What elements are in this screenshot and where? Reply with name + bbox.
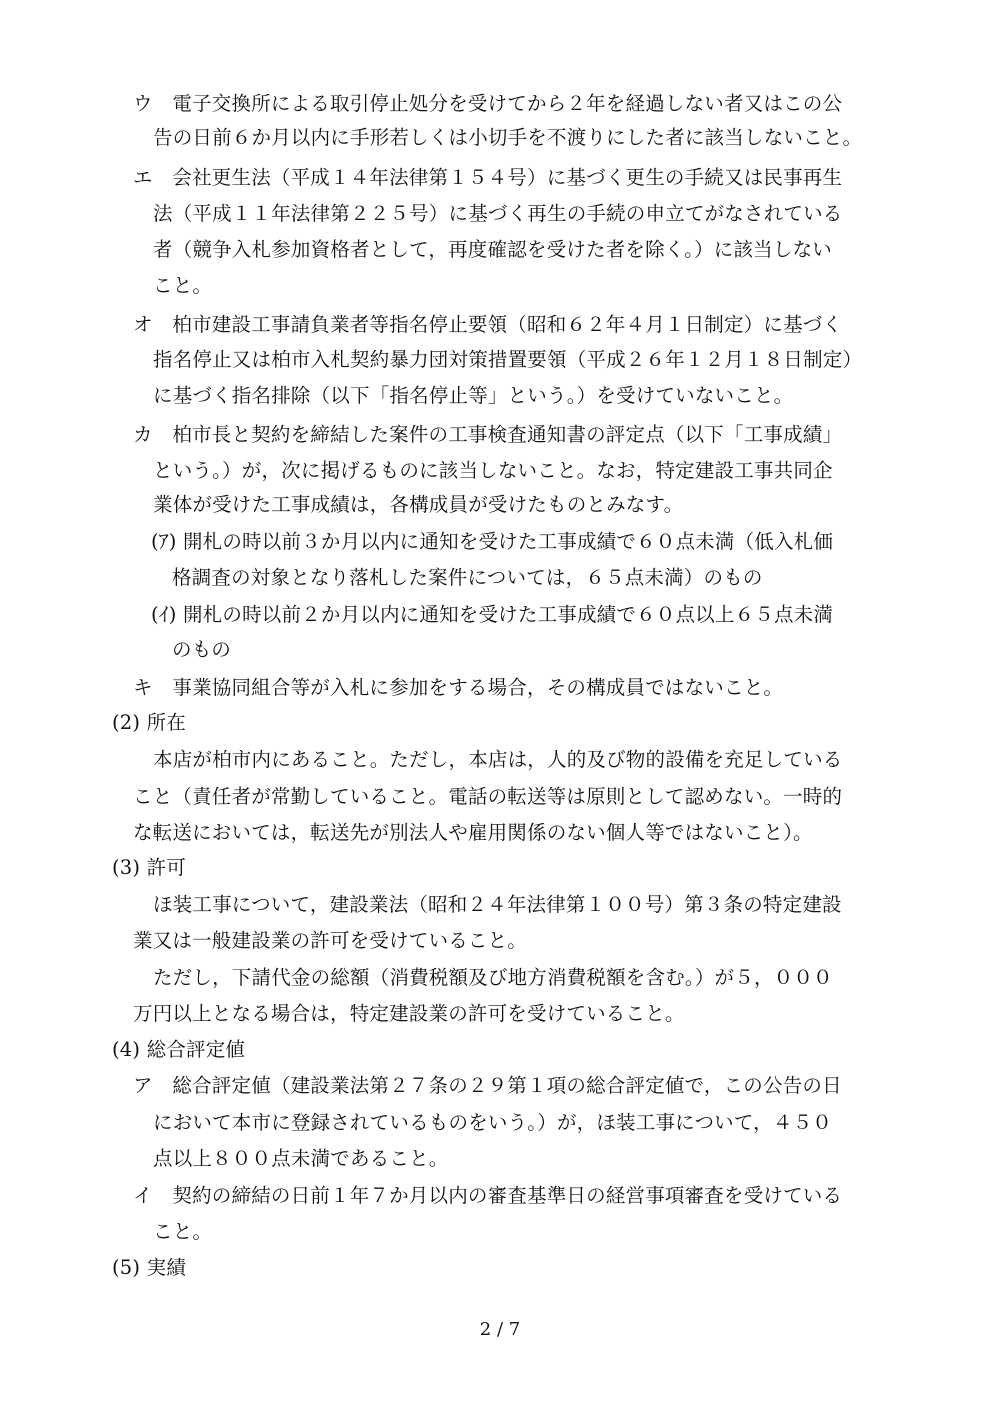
text-line: ただし，下請代金の総額（消費税額及び地方消費税額を含む。）が５，０００ <box>153 966 833 989</box>
section-heading: (2) 所在 <box>112 711 187 734</box>
text-line: 業又は一般建設業の許可を受けていること。 <box>133 929 528 952</box>
text-line: 指名停止又は柏市入札契約暴力団対策措置要領（平成２６年１２月１８日制定） <box>153 348 863 371</box>
text-line: ほ装工事について，建設業法（昭和２４年法律第１００号）第３条の特定建設 <box>153 893 842 916</box>
text-line: 万円以上となる場合は，特定建設業の許可を受けていること。 <box>133 1002 685 1025</box>
text-line: において本市に登録されているものをいう。）が，ほ装工事について，４５０ <box>153 1111 832 1134</box>
text-line: のもの <box>172 638 232 661</box>
text-line: 本店が柏市内にあること。ただし，本店は，人的及び物的設備を充足している <box>153 748 843 771</box>
text-line: (ｲ) 開札の時以前２か月以内に通知を受けた工事成績で６０点以上６５点未満 <box>151 603 834 626</box>
text-line: 法（平成１１年法律第２２５号）に基づく再生の手続の申立てがなされている <box>153 202 843 225</box>
text-line: 業体が受けた工事成績は，各構成員が受けたものとみなす。 <box>153 493 684 516</box>
text-line: (ｱ) 開札の時以前３か月以内に通知を受けた工事成績で６０点未満（低入札価 <box>151 530 834 553</box>
text-line: ア 総合評定値（建設業法第２７条の２９第１項の総合評定値で，この公告の日 <box>133 1074 842 1097</box>
text-line: 点以上８００点未満であること。 <box>153 1147 449 1170</box>
text-line: こと（責任者が常勤していること。電話の転送等は原則として認めない。一時的 <box>133 785 843 808</box>
text-line: という。）が，次に掲げるものに該当しないこと。なお，特定建設工事共同企 <box>153 459 833 482</box>
text-line: カ 柏市長と契約を締結した案件の工事検査通知書の評定点（以下「工事成績」 <box>133 423 843 446</box>
text-line: こと。 <box>153 274 213 297</box>
page-number: 2 / 7 <box>479 1319 521 1340</box>
text-line: 告の日前６か月以内に手形若しくは小切手を不渡りにした者に該当しないこと。 <box>153 126 863 149</box>
text-line: 者（競争入札参加資格者として，再度確認を受けた者を除く。）に該当しない <box>153 238 832 261</box>
text-line: イ 契約の締結の日前１年７か月以内の審査基準日の経営事項審査を受けている <box>133 1184 843 1207</box>
text-line: 格調査の対象となり落札した案件については，６５点未満）のもの <box>172 566 763 589</box>
text-line: な転送においては，転送先が別法人や雇用関係のない個人等ではないこと）。 <box>133 821 813 844</box>
text-line: キ 事業協同組合等が入札に参加をする場合，その構成員ではないこと。 <box>133 676 784 699</box>
text-line: エ 会社更生法（平成１４年法律第１５４号）に基づく更生の手続又は民事再生 <box>133 166 843 189</box>
text-line: ウ 電子交換所による取引停止処分を受けてから２年を経過しない者又はこの公 <box>133 92 843 115</box>
section-heading: (5) 実績 <box>112 1256 187 1279</box>
text-line: こと。 <box>153 1220 213 1243</box>
section-heading: (3) 許可 <box>112 856 187 879</box>
text-line: オ 柏市建設工事請負業者等指名停止要領（昭和６２年４月１日制定）に基づく <box>133 313 843 336</box>
section-heading: (4) 総合評定値 <box>112 1038 246 1061</box>
text-line: に基づく指名排除（以下「指名停止等」という。）を受けていないこと。 <box>153 384 794 407</box>
